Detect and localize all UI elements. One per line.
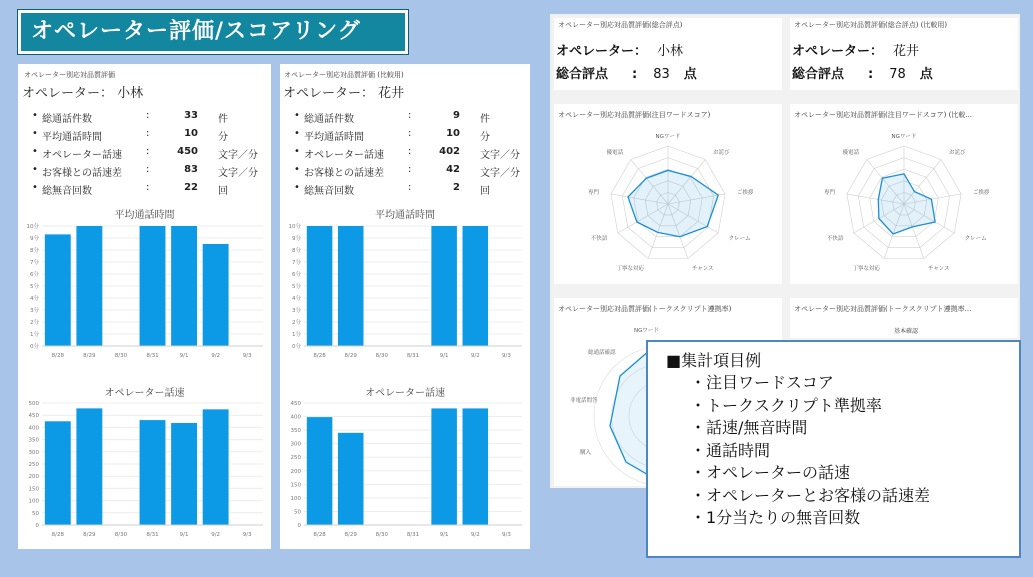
y-tick-label: 2分 xyxy=(30,320,39,326)
radar-chart-keyword-compare xyxy=(790,120,1018,282)
radar-axis-label: NGワード xyxy=(634,328,659,334)
colon: : xyxy=(408,110,412,121)
radar-title: オペレーター別応対品質評価(注目ワードスコア) xyxy=(558,111,711,119)
y-tick-label: 1分 xyxy=(30,332,39,338)
y-tick-label: 200 xyxy=(290,468,301,475)
y-tick-label: 200 xyxy=(28,474,39,481)
y-tick-label: 350 xyxy=(290,428,301,435)
tile-operator-label: オペレーター： xyxy=(556,44,648,59)
tile-operator-name: 小林 xyxy=(657,44,684,59)
callout-heading: ■集計項目例 xyxy=(666,351,762,370)
radar-axis-label: NGワード xyxy=(655,134,681,140)
radar-title: オペレーター別応対品質評価(トークスクリプト遵拠率) xyxy=(558,305,732,313)
operator-name: 小林 xyxy=(117,86,144,101)
y-tick-label: 8分 xyxy=(30,248,39,254)
radar-tile-keyword-2 xyxy=(790,104,1018,284)
bullet: • xyxy=(32,146,38,157)
tile-score-line xyxy=(556,63,697,82)
y-tick-label: 6分 xyxy=(292,272,301,278)
stat-label: 平均通話時間 xyxy=(304,132,364,143)
bar xyxy=(463,408,489,525)
operator-label: オペレーター： xyxy=(283,86,375,101)
x-tick-label: 8/29 xyxy=(344,532,357,538)
x-tick-label: 9/3 xyxy=(242,353,252,359)
colon: : xyxy=(408,128,412,139)
x-tick-label: 9/1 xyxy=(439,532,449,538)
colon: : xyxy=(146,110,150,121)
y-tick-label: 3分 xyxy=(292,308,301,314)
y-tick-label: 4分 xyxy=(30,296,39,302)
bullet: • xyxy=(294,146,300,157)
y-tick-label: 150 xyxy=(290,482,301,489)
x-tick-label: 8/28 xyxy=(313,532,326,538)
stat-value: 402 xyxy=(439,146,460,157)
radar-axis-label: 非電話問答 xyxy=(570,398,598,404)
bar xyxy=(338,226,364,346)
stat-value: 22 xyxy=(184,182,198,193)
stat-value: 33 xyxy=(184,110,198,121)
y-tick-label: 4分 xyxy=(292,296,301,302)
stat-row-speed-diff xyxy=(294,164,530,182)
x-tick-label: 8/31 xyxy=(406,532,420,538)
stat-unit: 文字／分 xyxy=(218,150,258,161)
x-tick-label: 8/28 xyxy=(313,353,326,359)
radar-chart-keyword xyxy=(554,120,782,282)
stat-label: 総無音回数 xyxy=(304,186,354,197)
x-tick-label: 9/3 xyxy=(501,532,511,538)
operator-name-line xyxy=(22,82,143,101)
y-tick-label: 350 xyxy=(28,437,39,444)
callout-item: ・トークスクリプト準拠率 xyxy=(690,395,882,415)
bar xyxy=(463,226,489,346)
bar xyxy=(140,226,166,346)
x-tick-label: 8/28 xyxy=(51,353,64,359)
stats-list xyxy=(294,110,530,200)
bar xyxy=(431,226,457,346)
stat-value: 83 xyxy=(184,164,198,175)
page-title: オペレーター評価/スコアリング xyxy=(18,10,408,54)
chart-title-op-speed: オペレーター話速 xyxy=(104,388,185,399)
chart-title-avg-time: 平均通話時間 xyxy=(114,210,175,221)
stat-row-speed-diff xyxy=(32,164,270,182)
x-tick-label: 8/30 xyxy=(114,532,128,538)
stat-value: 2 xyxy=(453,182,460,193)
bar xyxy=(203,409,229,525)
bar-chart-avg-time xyxy=(280,220,530,360)
y-tick-label: 50 xyxy=(32,510,39,517)
y-tick-label: 3分 xyxy=(30,308,39,314)
radar-series xyxy=(878,174,935,234)
bar xyxy=(431,408,457,525)
y-tick-label: 50 xyxy=(294,509,301,516)
colon: : xyxy=(146,182,150,193)
bullet: • xyxy=(294,128,300,139)
x-tick-label: 9/1 xyxy=(179,353,189,359)
bar-chart-avg-time xyxy=(18,220,271,360)
callout-item: ・オペレーターとお客様の話速差 xyxy=(690,485,931,505)
x-tick-label: 8/31 xyxy=(406,353,420,359)
tile-score-colon: : xyxy=(632,67,638,82)
radar-axis-label: 購入 xyxy=(580,450,592,456)
radar-title: オペレーター別応対品質評価(注目ワードスコア) (比較... xyxy=(794,111,973,119)
stat-unit: 文字／分 xyxy=(218,168,258,179)
y-tick-label: 450 xyxy=(28,413,39,420)
y-tick-label: 450 xyxy=(290,401,301,407)
stat-label: オペレーター話速 xyxy=(42,150,122,161)
chart-title-avg-time: 平均通話時間 xyxy=(375,210,435,221)
bar xyxy=(203,244,229,346)
tile-score-label: 総合評点 xyxy=(556,67,609,82)
y-tick-label: 100 xyxy=(28,498,39,505)
stats-list xyxy=(32,110,270,200)
y-tick-label: 250 xyxy=(290,455,301,462)
stat-row-silence xyxy=(294,182,530,200)
radar-axis-label: 専門 xyxy=(824,190,836,197)
stat-value: 9 xyxy=(453,110,460,121)
stat-row-op-speed xyxy=(294,146,530,164)
radar-axis-label: ご挨拶 xyxy=(736,190,754,197)
y-tick-label: 2分 xyxy=(292,320,301,326)
stat-unit: 回 xyxy=(480,186,490,197)
tile-score-line xyxy=(792,63,933,82)
x-tick-label: 8/31 xyxy=(146,532,159,538)
radar-axis-label: お詫び xyxy=(712,149,730,156)
bullet: • xyxy=(32,110,38,121)
bullet: • xyxy=(32,182,38,193)
bar xyxy=(338,433,364,525)
radar-axis-label: NGワード xyxy=(891,134,917,140)
radar-tile-script-2 xyxy=(790,298,1018,338)
callout-item: ・1分当たりの無音回数 xyxy=(690,508,861,527)
bar xyxy=(45,234,71,346)
operator-panel-kobayashi xyxy=(18,64,271,549)
y-tick-label: 300 xyxy=(290,441,301,448)
x-tick-label: 9/3 xyxy=(501,353,511,359)
colon: : xyxy=(408,182,412,193)
colon: : xyxy=(408,146,412,157)
tile-operator-line xyxy=(792,40,919,59)
stat-label: オペレーター話速 xyxy=(304,150,384,161)
radar-title: オペレーター別応対品質評価(トークスクリプト遵拠率... xyxy=(794,305,972,313)
x-tick-label: 8/30 xyxy=(375,532,389,538)
bar xyxy=(76,226,102,346)
y-tick-label: 100 xyxy=(290,495,301,502)
radar-axis-label: 専門 xyxy=(588,190,600,197)
stat-unit: 文字／分 xyxy=(480,168,520,179)
tile-operator-line xyxy=(556,40,683,59)
stat-unit: 分 xyxy=(218,132,228,143)
stat-value: 10 xyxy=(446,128,460,139)
radar-axis-label: 優電話 xyxy=(606,149,624,156)
score-tile-hanai xyxy=(790,18,1018,90)
radar-axis-label: チャンス xyxy=(927,265,950,272)
bar xyxy=(171,423,197,525)
x-tick-label: 9/2 xyxy=(470,353,480,359)
tile-score-label: 総合評点 xyxy=(792,67,845,82)
stat-unit: 件 xyxy=(218,114,228,125)
radar-axis-label: お詫び xyxy=(948,149,966,156)
tile-score-value: 83 xyxy=(653,67,670,82)
bullet: • xyxy=(32,164,38,175)
tile-subtitle: オペレーター別応対品質評価(総合評点) xyxy=(558,21,683,29)
y-tick-label: 10分 xyxy=(26,224,39,230)
y-tick-label: 500 xyxy=(28,401,39,407)
stat-value: 42 xyxy=(446,164,460,175)
x-tick-label: 9/3 xyxy=(242,532,252,538)
y-tick-label: 9分 xyxy=(30,236,39,242)
score-tile-kobayashi xyxy=(554,18,782,90)
summary-callout xyxy=(646,340,1021,558)
colon: : xyxy=(146,146,150,157)
chart-title-op-speed: オペレーター話速 xyxy=(365,388,445,399)
y-tick-label: 9分 xyxy=(292,236,301,242)
tile-score-unit: 点 xyxy=(683,67,697,82)
y-tick-label: 1分 xyxy=(292,332,301,338)
panel-subtitle: オペレーター別応対品質評価 (比較用) xyxy=(284,71,404,79)
callout-item: ・注目ワードスコア xyxy=(690,373,834,392)
bar-chart-op-speed xyxy=(280,397,530,539)
x-tick-label: 9/2 xyxy=(211,532,221,538)
colon: : xyxy=(146,164,150,175)
tile-subtitle: オペレーター別応対品質評価(総合評点) (比較用) xyxy=(794,21,948,29)
stat-unit: 分 xyxy=(480,132,490,143)
x-tick-label: 8/30 xyxy=(375,353,389,359)
callout-item: ・話速/無音時間 xyxy=(690,418,808,437)
stat-label: 総無音回数 xyxy=(42,186,92,197)
bar-chart-op-speed xyxy=(18,397,271,539)
panel-subtitle: オペレーター別応対品質評価 xyxy=(24,71,115,79)
x-tick-label: 9/2 xyxy=(470,532,480,538)
x-tick-label: 8/30 xyxy=(114,353,128,359)
operator-name-line xyxy=(283,82,404,101)
stat-value: 10 xyxy=(184,128,198,139)
x-tick-label: 8/29 xyxy=(83,353,96,359)
radar-axis-label: 丁寧な対応 xyxy=(852,265,881,272)
x-tick-label: 9/1 xyxy=(439,353,449,359)
stat-row-avg-time xyxy=(32,128,270,146)
y-tick-label: 7分 xyxy=(30,260,39,266)
stat-row-avg-time xyxy=(294,128,530,146)
y-tick-label: 6分 xyxy=(30,272,39,278)
x-tick-label: 8/29 xyxy=(344,353,357,359)
bullet: • xyxy=(294,110,300,121)
stat-row-calls xyxy=(32,110,270,128)
radar-axis-label: 総通話確認 xyxy=(588,350,616,356)
stat-label: 総通話件数 xyxy=(304,114,354,125)
tile-score-value: 78 xyxy=(889,67,906,82)
y-tick-label: 150 xyxy=(28,486,39,493)
stat-row-op-speed xyxy=(32,146,270,164)
tile-score-unit: 点 xyxy=(919,67,933,82)
bullet: • xyxy=(294,182,300,193)
bullet: • xyxy=(32,128,38,139)
y-tick-label: 300 xyxy=(28,449,39,456)
callout-item: ・オペレーターの話速 xyxy=(690,463,851,482)
radar-axis-label: チャンス xyxy=(691,265,714,272)
bar xyxy=(140,420,166,525)
radar-axis-label: ご挨拶 xyxy=(972,190,990,197)
x-tick-label: 8/31 xyxy=(146,353,159,359)
stat-row-silence xyxy=(32,182,270,200)
y-tick-label: 8分 xyxy=(292,248,301,254)
operator-panel-hanai xyxy=(280,64,530,549)
colon: : xyxy=(408,164,412,175)
y-tick-label: 7分 xyxy=(292,260,301,266)
tile-operator-label: オペレーター： xyxy=(792,44,884,59)
radar-axis-label: 基本確認 xyxy=(894,328,919,335)
stat-row-calls xyxy=(294,110,530,128)
stat-label: お客様との話速差 xyxy=(304,168,384,179)
y-tick-label: 0分 xyxy=(30,344,39,350)
y-tick-label: 400 xyxy=(28,425,39,432)
x-tick-label: 9/2 xyxy=(211,353,221,359)
stat-value: 450 xyxy=(177,146,198,157)
radar-axis-label: クレーム xyxy=(964,236,987,242)
radar-axis-label: クレーム xyxy=(728,236,751,242)
radar-tile-keyword-1 xyxy=(554,104,782,284)
radar-series xyxy=(610,350,650,476)
y-tick-label: 0分 xyxy=(292,344,301,350)
bar xyxy=(307,417,333,525)
bullet: • xyxy=(294,164,300,175)
colon: : xyxy=(146,128,150,139)
y-tick-label: 0 xyxy=(297,523,301,529)
radar-axis-label: 丁寧な対応 xyxy=(616,265,645,272)
tile-operator-name: 花井 xyxy=(893,44,920,59)
radar-axis-label: 不快語 xyxy=(590,236,608,242)
stat-unit: 文字／分 xyxy=(480,150,520,161)
bar xyxy=(171,226,197,346)
y-tick-label: 400 xyxy=(290,414,301,421)
y-tick-label: 250 xyxy=(28,462,39,468)
bar xyxy=(76,408,102,525)
tile-score-colon: : xyxy=(868,67,874,82)
y-tick-label: 10分 xyxy=(288,224,301,230)
stat-label: 平均通話時間 xyxy=(42,132,102,143)
x-tick-label: 9/1 xyxy=(179,532,189,538)
bar xyxy=(307,226,333,346)
y-tick-label: 5分 xyxy=(292,284,301,290)
x-tick-label: 8/29 xyxy=(83,532,96,538)
x-tick-label: 8/28 xyxy=(51,532,64,538)
stat-label: お客様との話速差 xyxy=(42,168,122,179)
radar-axis-label: 不快語 xyxy=(826,236,844,242)
stat-unit: 回 xyxy=(218,186,228,197)
y-tick-label: 0 xyxy=(35,523,39,529)
stat-label: 総通話件数 xyxy=(42,114,92,125)
y-tick-label: 5分 xyxy=(30,284,39,290)
bar xyxy=(45,421,71,525)
radar-axis-label: 優電話 xyxy=(842,149,860,156)
operator-name: 花井 xyxy=(378,86,405,101)
operator-label: オペレーター： xyxy=(22,86,114,101)
callout-item: ・通話時間 xyxy=(690,440,771,460)
stat-unit: 件 xyxy=(480,114,490,125)
